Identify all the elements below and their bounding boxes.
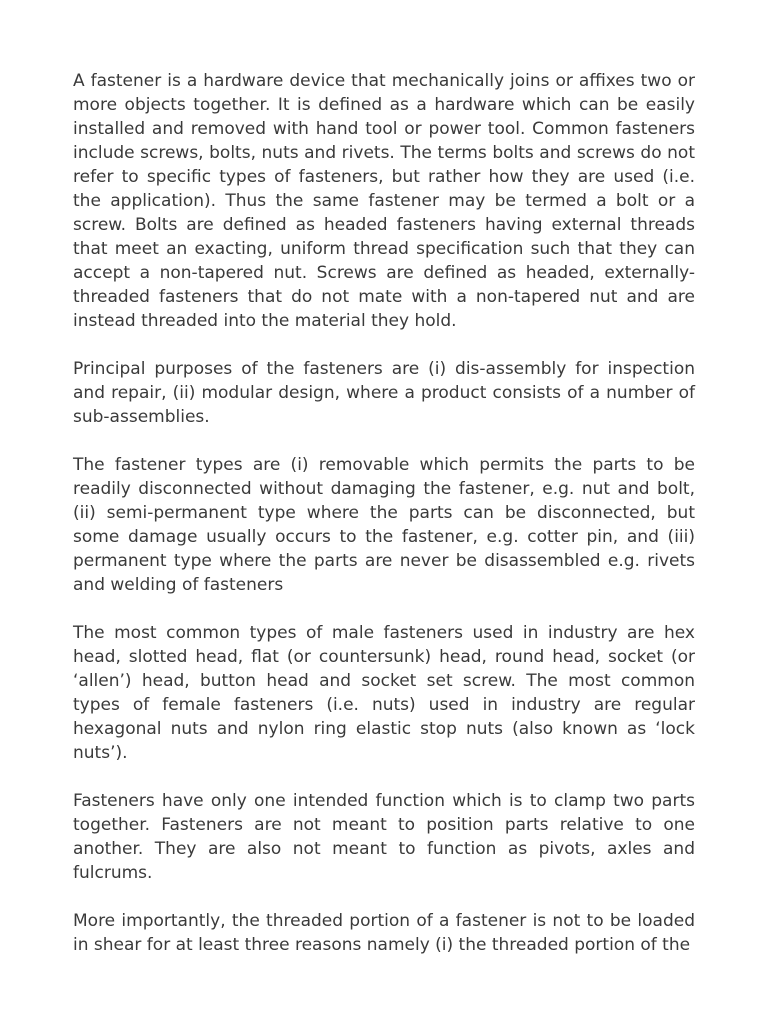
- paragraph-common-types: The most common types of male fasteners used in industry are hex head, slotted head, flat (or countersunk) head, round head, socket (or ‘allen’) head, button head and socket set screw. The most common types of female fasteners (i.e. nuts) used in industry are regular hexagonal nuts and nylon ring elastic stop nuts (also known as ‘lock nuts’).: [73, 623, 695, 763]
- paragraph-types: The fastener types are (i) removable which permits the parts to be readily disconnected without damaging the fastener, e.g. nut and bolt, (ii) semi-permanent type where the parts can be disconnected, but some damage usually occurs to the fastener, e.g. cotter pin, and (iii) permanent type where the parts are never be disassembled e.g. rivets and welding of fasteners: [73, 455, 695, 595]
- paragraph-definition: A fastener is a hardware device that mechanically joins or affixes two or more objects together. It is defined as a hardware which can be easily installed and removed with hand tool or power tool. Common fasteners include screws, bolts, nuts and rivets. The terms bolts and screws do not refer to specific types of fasteners, but rather how they are used (i.e. the application). Thus the same fastener may be termed a bolt or a screw. Bolts are defined as headed fasteners having external threads that meet an exacting, uniform thread specification such that they can accept a non-tapered nut. Screws are defined as headed, externally-threaded fasteners that do not mate with a non-tapered nut and are instead threaded into the material they hold.: [73, 71, 695, 331]
- paragraph-function: Fasteners have only one intended function which is to clamp two parts together. Fasteners are not meant to position parts relative to one another. They are also not meant to function as pivots, axles and fulcrums.: [73, 791, 695, 883]
- paragraph-purposes: Principal purposes of the fasteners are (i) dis-assembly for inspection and repair, (ii) modular design, where a product consists of a number of sub-assemblies.: [73, 359, 695, 427]
- paragraph-shear: More importantly, the threaded portion of a fastener is not to be loaded in shear for at least three reasons namely (i) the threaded portion of the: [73, 911, 695, 955]
- document-body: [73, 69, 695, 981]
